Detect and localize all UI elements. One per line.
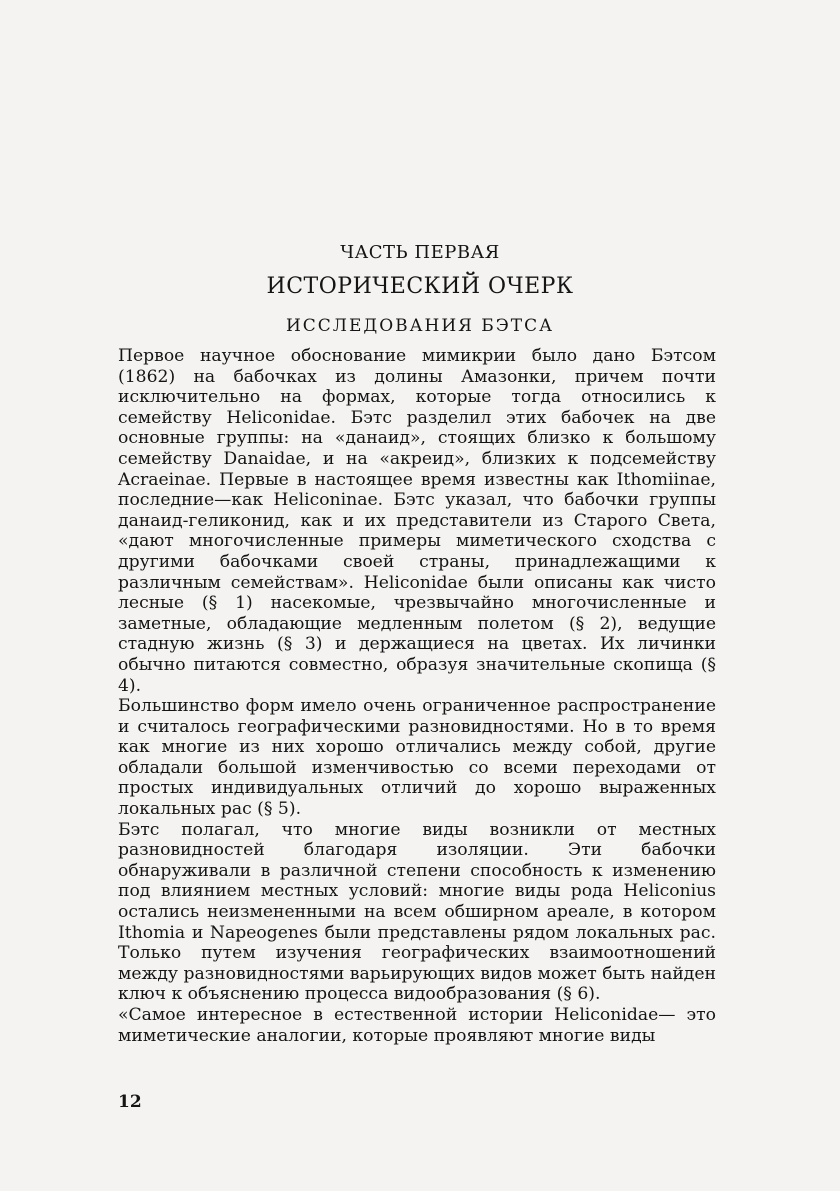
part-title: ЧАСТЬ ПЕРВАЯ [340,242,500,263]
paragraph: Большинство форм имело очень ограниченное распространение и считалось географическими разновидностями. Но в то время как многие из них хорошо отличались между собой, другие обладали большой изменчивостью со всеми переходами от простых индивидуальных отличий до хорошо выраженных локальных рас (§ 5). [118,696,716,820]
paragraph: Бэтс полагал, что многие виды возникли от местных разновидностей благодаря изоляции. Эти бабочки обнаруживали в различной степени способность к изменению под влиянием местных условий: многие виды рода Heliconius остались неизмененными на всем обширном ареале, в котором Ithomia и Napeogenes были представлены рядом локальных рас. Только путем изучения географических взаимоотношений между разновидностями варьирующих видов может быть найден ключ к объяснению процесса видообразования (§ 6). [118,819,716,1005]
body-text [118,346,716,1046]
section-title: ИССЛЕДОВАНИЯ БЭТСА [285,316,555,336]
page-number: 12 [118,1092,142,1112]
paragraph: «Самое интересное в естественной истории Heliconidae— это миметические аналогии, которые проявляют многие виды [118,1005,716,1046]
chapter-title: ИСТОРИЧЕСКИЙ ОЧЕРК [266,274,574,299]
paragraph: Первое научное обоснование мимикрии было дано Бэтсом (1862) на бабочках из долины Амазонки, причем почти исключительно на формах, которые тогда относились к семейству Heliconidae. Бэтс разделил этих бабочек на две основные группы: на «данаид», стоящих близко к большому семейству Danaidae, и на «акреид», близких к подсемейству Acraeinae. Первые в настоящее время известны как Ithomiinae, последние—как Heliconinae. Бэтс указал, что бабочки группы данаид-геликонид, как и их представители из Старого Света, «дают многочисленные примеры миметического сходства с другими бабочками своей страны, принадлежащими к различным семействам». Heliconidae были описаны как чисто лесные (§ 1) насекомые, чрезвычайно многочисленные и заметные, обладающие медленным полетом (§ 2), ведущие стадную жизнь (§ 3) и держащиеся на цветах. Их личинки обычно питаются совместно, образуя значительные скопища (§ 4). [118,346,716,696]
